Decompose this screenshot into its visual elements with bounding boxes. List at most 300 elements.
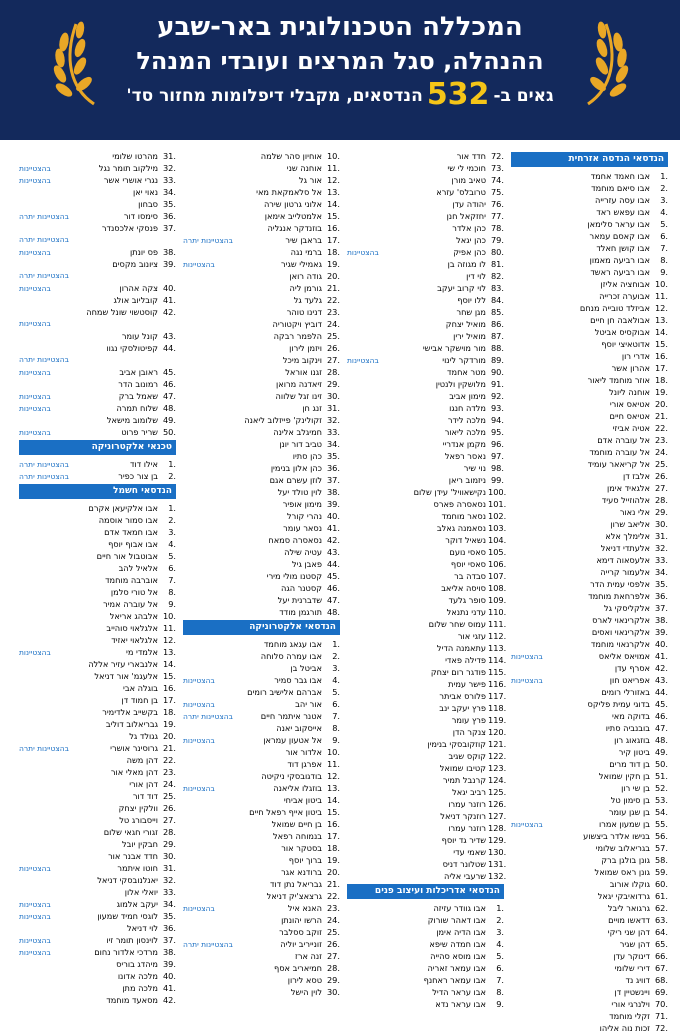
- row-number: 3.: [496, 927, 504, 937]
- graduate-row: [347, 690, 507, 702]
- header-banner: [0, 0, 680, 140]
- graduate-name: דהן שגיר: [619, 939, 650, 949]
- graduate-row: [347, 534, 507, 546]
- graduate-name: גונן ראס שמואל: [594, 867, 650, 877]
- graduate-name: גרצאצ'יק דניאל: [266, 891, 322, 901]
- graduate-name: קרנבל תמיר: [442, 775, 486, 785]
- graduate-row: [511, 410, 668, 422]
- graduate-name: יואלי אלון: [124, 887, 158, 897]
- row-number: 45.: [162, 367, 176, 377]
- honors-note: בהצטיינות: [183, 260, 215, 269]
- honors-note: בהצטיינות: [511, 676, 543, 685]
- row-number: 2.: [332, 651, 340, 661]
- row-number: 16.: [162, 683, 176, 693]
- column-3: [183, 150, 340, 1015]
- graduate-name: כהן אפיק: [453, 247, 486, 257]
- graduate-row: [183, 818, 340, 830]
- graduate-row: [347, 234, 504, 246]
- honors-note: בהצטיינות: [511, 820, 543, 829]
- graduate-row: [347, 414, 504, 426]
- graduate-row: [19, 150, 176, 162]
- graduate-name: אביטל בן: [290, 663, 322, 673]
- graduate-name: קובליוב אולג: [113, 295, 158, 305]
- graduate-row: [347, 570, 507, 582]
- graduate-row: [183, 258, 340, 270]
- graduate-row: [511, 674, 668, 686]
- row-number: 99.: [490, 475, 504, 485]
- graduate-row: [19, 186, 176, 198]
- honors-note: בהצטיינות יתרה: [19, 744, 70, 753]
- graduate-row: [347, 402, 504, 414]
- row-number: 48.: [654, 735, 668, 745]
- graduate-row: [183, 234, 340, 246]
- graduate-row: [511, 782, 668, 794]
- laurel-left-icon: [50, 18, 110, 108]
- row-number: 22.: [654, 423, 668, 433]
- graduate-name: מלושקין ולנטין: [435, 379, 486, 389]
- row-number: 112.: [488, 631, 507, 641]
- row-number: 47.: [326, 595, 340, 605]
- graduate-row: [19, 886, 176, 898]
- graduate-row: [183, 806, 340, 818]
- graduate-name: כהן סתיו: [292, 451, 322, 461]
- row-number: 40.: [326, 511, 340, 521]
- graduate-name: סאסי נועם: [449, 547, 486, 557]
- graduate-name: אוזר מוחמד ליאור: [587, 375, 650, 385]
- row-number: 38.: [326, 487, 340, 497]
- graduate-row: [347, 318, 504, 330]
- graduate-row: [19, 514, 176, 526]
- graduate-row: [183, 878, 340, 890]
- graduate-row: [511, 818, 668, 830]
- graduate-name: בן שמעון אמרו: [598, 819, 650, 829]
- row-number: 28.: [326, 963, 340, 973]
- graduate-row: [347, 678, 507, 690]
- graduate-row: [19, 538, 176, 550]
- graduate-row: [511, 314, 668, 326]
- row-number: 48.: [162, 403, 176, 413]
- graduate-row: [19, 562, 176, 574]
- graduate-row: [347, 270, 504, 282]
- honors-note: בהצטיינות יתרה: [19, 212, 70, 221]
- graduate-row: [347, 438, 504, 450]
- row-number: 38.: [162, 247, 176, 257]
- graduate-name: גגולד גל: [129, 731, 158, 741]
- graduate-name: אבו סיאם מוחמד: [591, 183, 650, 193]
- row-number: 21.: [654, 411, 668, 421]
- row-number: 61.: [654, 891, 668, 901]
- graduate-name: בראבן שיר: [285, 235, 322, 245]
- graduate-row: [511, 362, 668, 374]
- row-number: 4.: [496, 939, 504, 949]
- graduate-name: גאמילי שגיר: [281, 259, 322, 269]
- row-number: 34.: [326, 439, 340, 449]
- graduate-row: [347, 198, 504, 210]
- graduate-row: [19, 922, 176, 934]
- row-number: 32.: [162, 163, 176, 173]
- graduate-name: שלומוב מישאל: [106, 415, 158, 425]
- section-heading: הנדסאי הנדסה אזרחית: [511, 152, 668, 167]
- row-number: 79.: [490, 235, 504, 245]
- graduate-name: אבו עראר סלימאן: [587, 219, 650, 229]
- graduate-name: אוברבה מוחמד: [105, 575, 158, 585]
- page-subtitle: ההנהלה, סגל המרצים ועובדי המנהל: [136, 47, 544, 75]
- row-number: 130.: [488, 847, 507, 857]
- graduate-row: [19, 378, 176, 390]
- graduate-row: [347, 498, 507, 510]
- graduate-row: [511, 794, 668, 806]
- row-number: 71.: [654, 1011, 668, 1021]
- graduate-row: [183, 794, 340, 806]
- graduate-row: [511, 986, 668, 998]
- row-number: 45.: [326, 571, 340, 581]
- row-number: 15.: [654, 339, 668, 349]
- row-number: 20.: [162, 731, 176, 741]
- row-number: 37.: [326, 475, 340, 485]
- graduate-row: [183, 522, 340, 534]
- graduate-name: דוביץ ויקטוריה: [272, 319, 322, 329]
- graduate-name: קסטנו מולי מירי: [266, 571, 322, 581]
- graduate-name: אבו מוסא סהייה: [430, 951, 486, 961]
- graduate-row: [183, 962, 340, 974]
- row-number: 11.: [326, 759, 340, 769]
- graduate-name: גוקלו אורוב: [609, 879, 650, 889]
- graduate-name: בן דוד מרים: [609, 759, 650, 769]
- graduate-row: [511, 458, 668, 470]
- graduate-row: [347, 714, 507, 726]
- row-number: 106.: [488, 559, 507, 569]
- section-heading: הנדסאי אדריכלות ועיצוב פנים: [347, 884, 504, 899]
- row-number: 44.: [326, 559, 340, 569]
- row-number: 42.: [162, 307, 176, 317]
- graduate-row: [511, 686, 668, 698]
- graduate-row: [347, 750, 507, 762]
- row-number: 27.: [326, 355, 340, 365]
- row-number: 104.: [488, 535, 507, 545]
- graduate-name: אלקרינאוי ואסים: [591, 627, 650, 637]
- graduate-name: רוזנקר דניאל: [440, 811, 486, 821]
- graduate-name: אלקרינאוי לארס: [592, 615, 650, 625]
- row-number: 6.: [168, 563, 176, 573]
- honors-note: בהצטיינות: [19, 392, 51, 401]
- graduate-name: טביב דור יונן: [279, 439, 322, 449]
- row-number: 36.: [162, 211, 176, 221]
- graduate-name: בוזגאוג רון: [614, 735, 650, 745]
- graduate-name: נסאמנה גאלב: [436, 523, 486, 533]
- row-number: 14.: [326, 199, 340, 209]
- graduate-name: סויסה אליאב: [441, 583, 486, 593]
- row-number: 42.: [326, 535, 340, 545]
- graduate-name: קוסטשוי שונל שמחה: [86, 307, 158, 317]
- row-number: 50.: [162, 427, 176, 437]
- graduate-name: מהרטו שלומי: [112, 151, 158, 161]
- row-number: 5.: [168, 551, 176, 561]
- graduate-name: אטנר איתמר חיים: [260, 711, 322, 721]
- graduate-name: יהודה עדן: [452, 199, 486, 209]
- graduate-name: עמוס שחר שלום: [428, 619, 486, 629]
- graduate-row: [183, 950, 340, 962]
- row-number: 94.: [490, 415, 504, 425]
- row-number: 30.: [326, 391, 340, 401]
- graduate-name: נסאר עומר: [283, 523, 322, 533]
- graduate-row: [183, 246, 340, 258]
- honors-note: בהצטיינות יתרה: [19, 460, 70, 469]
- graduate-row: [19, 898, 176, 910]
- graduate-row: [19, 730, 176, 742]
- row-number: 10.: [326, 151, 340, 161]
- graduate-name: טסא לירון: [287, 975, 322, 985]
- row-number: 91.: [490, 379, 504, 389]
- row-number: 14.: [654, 327, 668, 337]
- graduate-name: שדברנית יעל: [277, 595, 322, 605]
- graduate-row: [183, 986, 340, 998]
- honors-note: בהצטיינות יתרה: [19, 235, 70, 244]
- row-number: 89.: [490, 355, 504, 365]
- graduate-name: ביטון אייף רפאל חיים: [249, 807, 322, 817]
- graduate-row: [511, 842, 668, 854]
- graduate-row: [19, 634, 176, 646]
- row-number: 31.: [654, 531, 668, 541]
- graduate-row: [183, 282, 340, 294]
- row-number: 17.: [326, 235, 340, 245]
- graduate-row: [183, 270, 340, 282]
- row-number: 52.: [654, 783, 668, 793]
- row-number: 13.: [326, 187, 340, 197]
- graduate-name: אבו חאמד אחמד: [590, 171, 650, 181]
- row-number: 32.: [162, 875, 176, 885]
- graduate-name: בן חקין שמואל: [598, 771, 650, 781]
- row-number: 19.: [326, 259, 340, 269]
- graduate-name: צקה אהרון: [119, 283, 158, 293]
- graduate-row: [19, 610, 176, 622]
- row-number: 25.: [654, 459, 668, 469]
- graduate-row: [511, 710, 668, 722]
- graduate-name: אל סלאמקאת מאי: [256, 187, 322, 197]
- row-number: 27.: [654, 483, 668, 493]
- graduate-name: דהן משה: [126, 755, 158, 765]
- graduate-row: [19, 670, 176, 682]
- honors-note: בהצטיינות: [19, 164, 51, 173]
- row-number: 29.: [654, 507, 668, 517]
- graduate-name: זוקב ססלבר: [279, 927, 322, 937]
- graduate-name: בן סימון טל: [610, 795, 650, 805]
- graduate-row: [511, 530, 668, 542]
- graduate-name: וולקין יצחק: [118, 803, 158, 813]
- honors-note: בהצטיינות: [347, 356, 379, 365]
- honors-note: בהצטיינות יתרה: [183, 940, 234, 949]
- row-number: 45.: [654, 699, 668, 709]
- graduate-row: [183, 782, 340, 794]
- row-number: 4.: [332, 675, 340, 685]
- row-number: 35.: [162, 911, 176, 921]
- row-number: 22.: [162, 755, 176, 765]
- graduate-row: [511, 302, 668, 314]
- graduate-name: אלקליסקי גל: [603, 603, 650, 613]
- graduate-row: [183, 866, 340, 878]
- graduate-name: אלנבארי עזיר אללה: [88, 659, 158, 669]
- row-number: 87.: [490, 331, 504, 341]
- graduate-name: אטיאס אורי: [609, 399, 650, 409]
- row-number: 13.: [654, 315, 668, 325]
- graduate-name: סימסו דור: [123, 211, 158, 221]
- graduate-name: בוזנדקר אנגליה: [267, 223, 322, 233]
- graduate-row: [511, 266, 668, 278]
- row-number: 109.: [488, 595, 507, 605]
- graduate-name: תורגמן מודד: [279, 607, 322, 617]
- row-number: 17.: [654, 363, 668, 373]
- graduate-row: [183, 938, 340, 950]
- row-number: 24.: [326, 915, 340, 925]
- graduate-name: אל עוברה מוחמד: [589, 447, 650, 457]
- graduate-row: [511, 554, 668, 566]
- graduate-row: [511, 950, 668, 962]
- graduate-name: אליאב שרון: [610, 519, 650, 529]
- graduate-name: פרץ יעקב ינב: [439, 703, 486, 713]
- graduate-row: [347, 914, 504, 926]
- graduate-row: [511, 290, 668, 302]
- graduate-row: [511, 1022, 668, 1034]
- graduate-row: [19, 682, 176, 694]
- graduate-name: באזורלי רומים: [601, 687, 650, 697]
- graduate-name: אל קריאאר עומיד: [587, 459, 650, 469]
- row-number: 16.: [654, 351, 668, 361]
- row-number: 24.: [162, 779, 176, 789]
- graduate-name: בקשייב אלדימיר: [102, 707, 158, 717]
- graduate-row: [347, 726, 507, 738]
- graduate-row: [511, 182, 668, 194]
- graduate-name: פס יונתן: [130, 247, 158, 257]
- graduate-row: [183, 674, 340, 686]
- graduate-row: [511, 698, 668, 710]
- graduate-row: [183, 974, 340, 986]
- graduate-row: [19, 802, 176, 814]
- row-number: 28.: [326, 367, 340, 377]
- graduate-name: עזגי אור: [457, 631, 486, 641]
- row-number: 30.: [654, 519, 668, 529]
- row-number: 43.: [162, 331, 176, 341]
- graduate-row: [19, 162, 176, 174]
- graduate-name: אבו עראר נדא: [435, 999, 486, 1009]
- graduate-row: [347, 282, 504, 294]
- graduate-row: [19, 390, 176, 402]
- graduate-row: [183, 698, 340, 710]
- graduate-row: [183, 462, 340, 474]
- graduate-row: [183, 710, 340, 722]
- row-number: 8.: [496, 987, 504, 997]
- graduate-name: זונייריב יוליה: [280, 939, 322, 949]
- graduate-row: [347, 162, 504, 174]
- graduate-name: נהרי קורל: [287, 511, 322, 521]
- graduate-name: האנא איל: [287, 903, 322, 913]
- graduate-row: [19, 210, 176, 222]
- graduate-name: פאבן גיל: [291, 559, 322, 569]
- graduate-name: רביב יגאל: [452, 787, 486, 797]
- row-number: 128.: [488, 823, 507, 833]
- graduate-name: ברוך יוסף: [288, 855, 322, 865]
- row-number: 127.: [488, 811, 507, 821]
- graduate-row: [347, 798, 507, 810]
- graduate-name: זגורי חגאי שלום: [103, 827, 158, 837]
- row-number: 42.: [654, 663, 668, 673]
- graduate-row: [19, 526, 176, 538]
- graduate-name: פדילה פאדי: [445, 655, 486, 665]
- graduate-row: [511, 242, 668, 254]
- graduate-name: בודגובסקי ניקיטה: [261, 771, 322, 781]
- row-number: 15.: [326, 211, 340, 221]
- graduate-name: טרובלס' עזרא: [436, 187, 486, 197]
- row-number: 1.: [168, 459, 176, 469]
- graduate-name: שאמל ברק: [118, 391, 158, 401]
- row-number: 49.: [162, 415, 176, 425]
- row-number: 36.: [654, 591, 668, 601]
- row-number: 23.: [162, 767, 176, 777]
- honors-note: בהצטיינות: [347, 248, 379, 257]
- graduate-name: אבו רביעה מאמון: [589, 255, 650, 265]
- graduate-row: [19, 766, 176, 778]
- row-number: 67.: [654, 963, 668, 973]
- graduate-row: [19, 294, 176, 306]
- graduate-row: [511, 746, 668, 758]
- graduate-name: מרדכי אלדור נחום: [94, 947, 158, 957]
- graduate-row: [19, 574, 176, 586]
- graduate-row: [183, 450, 340, 462]
- graduate-row: [183, 294, 340, 306]
- honors-note: בהצטיינות: [19, 248, 51, 257]
- graduate-row: [183, 638, 340, 650]
- row-number: 51.: [654, 771, 668, 781]
- graduate-row: [183, 150, 340, 162]
- graduate-name: בן חמוד דן: [121, 695, 158, 705]
- graduate-row: [183, 498, 340, 510]
- graduate-name: אבולאבה חן חיים: [590, 315, 650, 325]
- graduate-name: מלדה חנגו: [449, 403, 486, 413]
- row-number: 7.: [332, 711, 340, 721]
- row-number: 2.: [168, 515, 176, 525]
- graduate-name: אלדור אור: [285, 747, 322, 757]
- row-number: 1.: [168, 503, 176, 513]
- graduate-name: עדני נתנאל: [446, 607, 486, 617]
- graduate-row: [511, 626, 668, 638]
- honors-note: בהצטיינות: [19, 176, 51, 185]
- honors-note: בהצטיינות: [19, 900, 51, 909]
- row-number: 69.: [654, 987, 668, 997]
- graduate-row: [19, 934, 176, 946]
- row-number: 26.: [654, 471, 668, 481]
- row-number: 31.: [162, 863, 176, 873]
- graduate-row: [19, 754, 176, 766]
- graduate-name: פישר עמית: [448, 679, 486, 689]
- graduate-name: לוזן עשרם אגם: [269, 475, 322, 485]
- graduate-row: [19, 402, 176, 414]
- graduate-row: [347, 378, 504, 390]
- row-number: 131.: [488, 859, 507, 869]
- graduate-name: אלגלאוי יאזיד: [111, 635, 158, 645]
- graduate-name: נסאסרה סמאח: [268, 535, 322, 545]
- graduate-name: קסטנר הגה: [280, 583, 322, 593]
- row-number: 81.: [490, 259, 504, 269]
- row-number: 122.: [488, 751, 507, 761]
- row-number: 8.: [660, 255, 668, 265]
- graduate-name: לוי דניאל: [126, 923, 158, 933]
- graduate-name: אביזלד טובייה מנחם: [579, 303, 650, 313]
- row-number: 113.: [488, 643, 507, 653]
- graduate-name: נשאיל דוקר: [445, 535, 486, 545]
- row-number: 35.: [654, 579, 668, 589]
- row-number: 43.: [654, 675, 668, 685]
- graduate-name: טאיב מורן: [451, 175, 486, 185]
- graduate-row: [347, 258, 504, 270]
- graduate-count: 532: [426, 77, 490, 112]
